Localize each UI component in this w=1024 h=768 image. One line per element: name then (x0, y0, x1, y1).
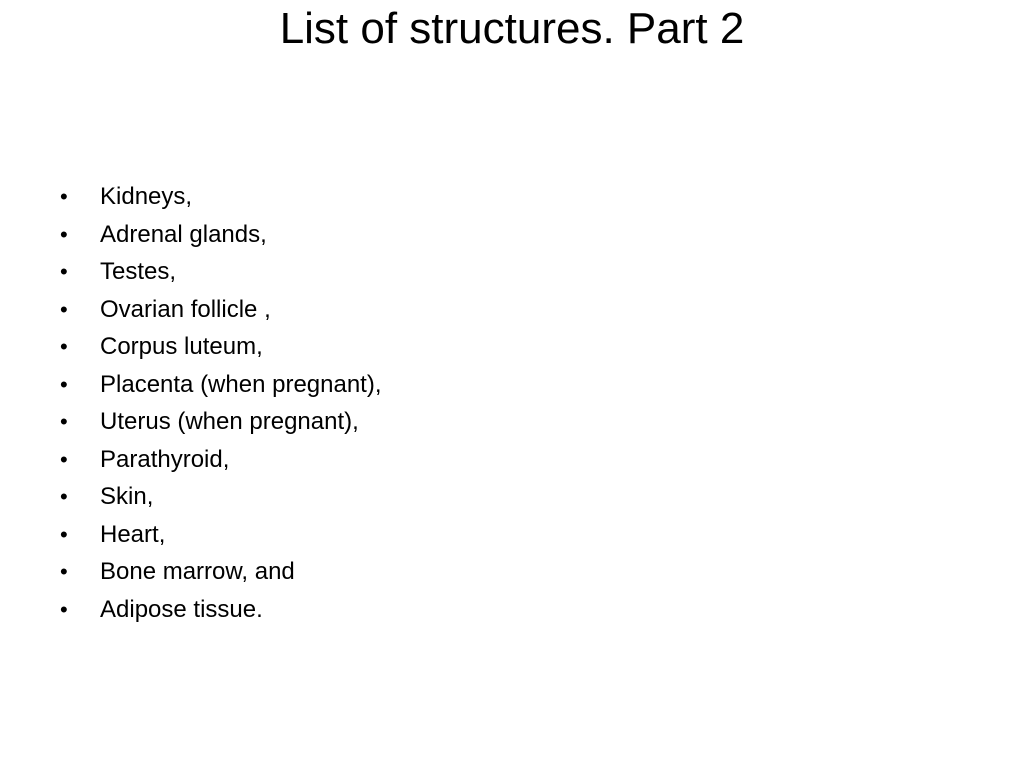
bullet-icon: • (60, 596, 68, 622)
list-item (60, 441, 382, 479)
bullet-list (60, 178, 382, 628)
list-item-text: Uterus (when pregnant), (100, 408, 359, 435)
bullet-icon: • (60, 559, 68, 584)
bullet-icon: • (60, 521, 68, 547)
bullet-icon: • (60, 484, 68, 509)
list-item (60, 291, 382, 329)
slide-title: List of structures. Part 2 (279, 4, 745, 53)
list-item-text: Placenta (when pregnant), (100, 370, 382, 398)
bullet-icon: • (60, 221, 68, 247)
list-item-text: Bone marrow, and (100, 558, 295, 585)
bullet-icon: • (60, 334, 68, 359)
list-item-text: Skin, (100, 483, 154, 510)
bullet-icon: • (60, 446, 68, 472)
list-item (60, 591, 382, 629)
list-item-text: Adrenal glands, (100, 220, 267, 248)
bullet-icon: • (60, 296, 68, 322)
list-item (60, 178, 382, 216)
bullet-icon: • (60, 259, 68, 284)
bullet-icon: • (60, 371, 68, 397)
list-item-text: Testes, (100, 258, 177, 285)
list-item (60, 253, 382, 291)
list-item-text: Corpus luteum, (100, 333, 263, 360)
list-item (60, 366, 382, 404)
list-item-text: Parathyroid, (100, 445, 230, 473)
list-item-text: Kidneys, (100, 183, 193, 210)
list-item (60, 328, 382, 366)
list-item (60, 478, 382, 516)
bullet-icon: • (60, 184, 68, 209)
list-item (60, 553, 382, 591)
list-item (60, 216, 382, 254)
list-item (60, 403, 382, 441)
list-item-text: Heart, (100, 520, 166, 548)
list-item-text: Ovarian follicle , (100, 295, 271, 323)
bullet-icon: • (60, 409, 68, 434)
list-item (60, 516, 382, 554)
list-item-text: Adipose tissue. (100, 595, 263, 623)
